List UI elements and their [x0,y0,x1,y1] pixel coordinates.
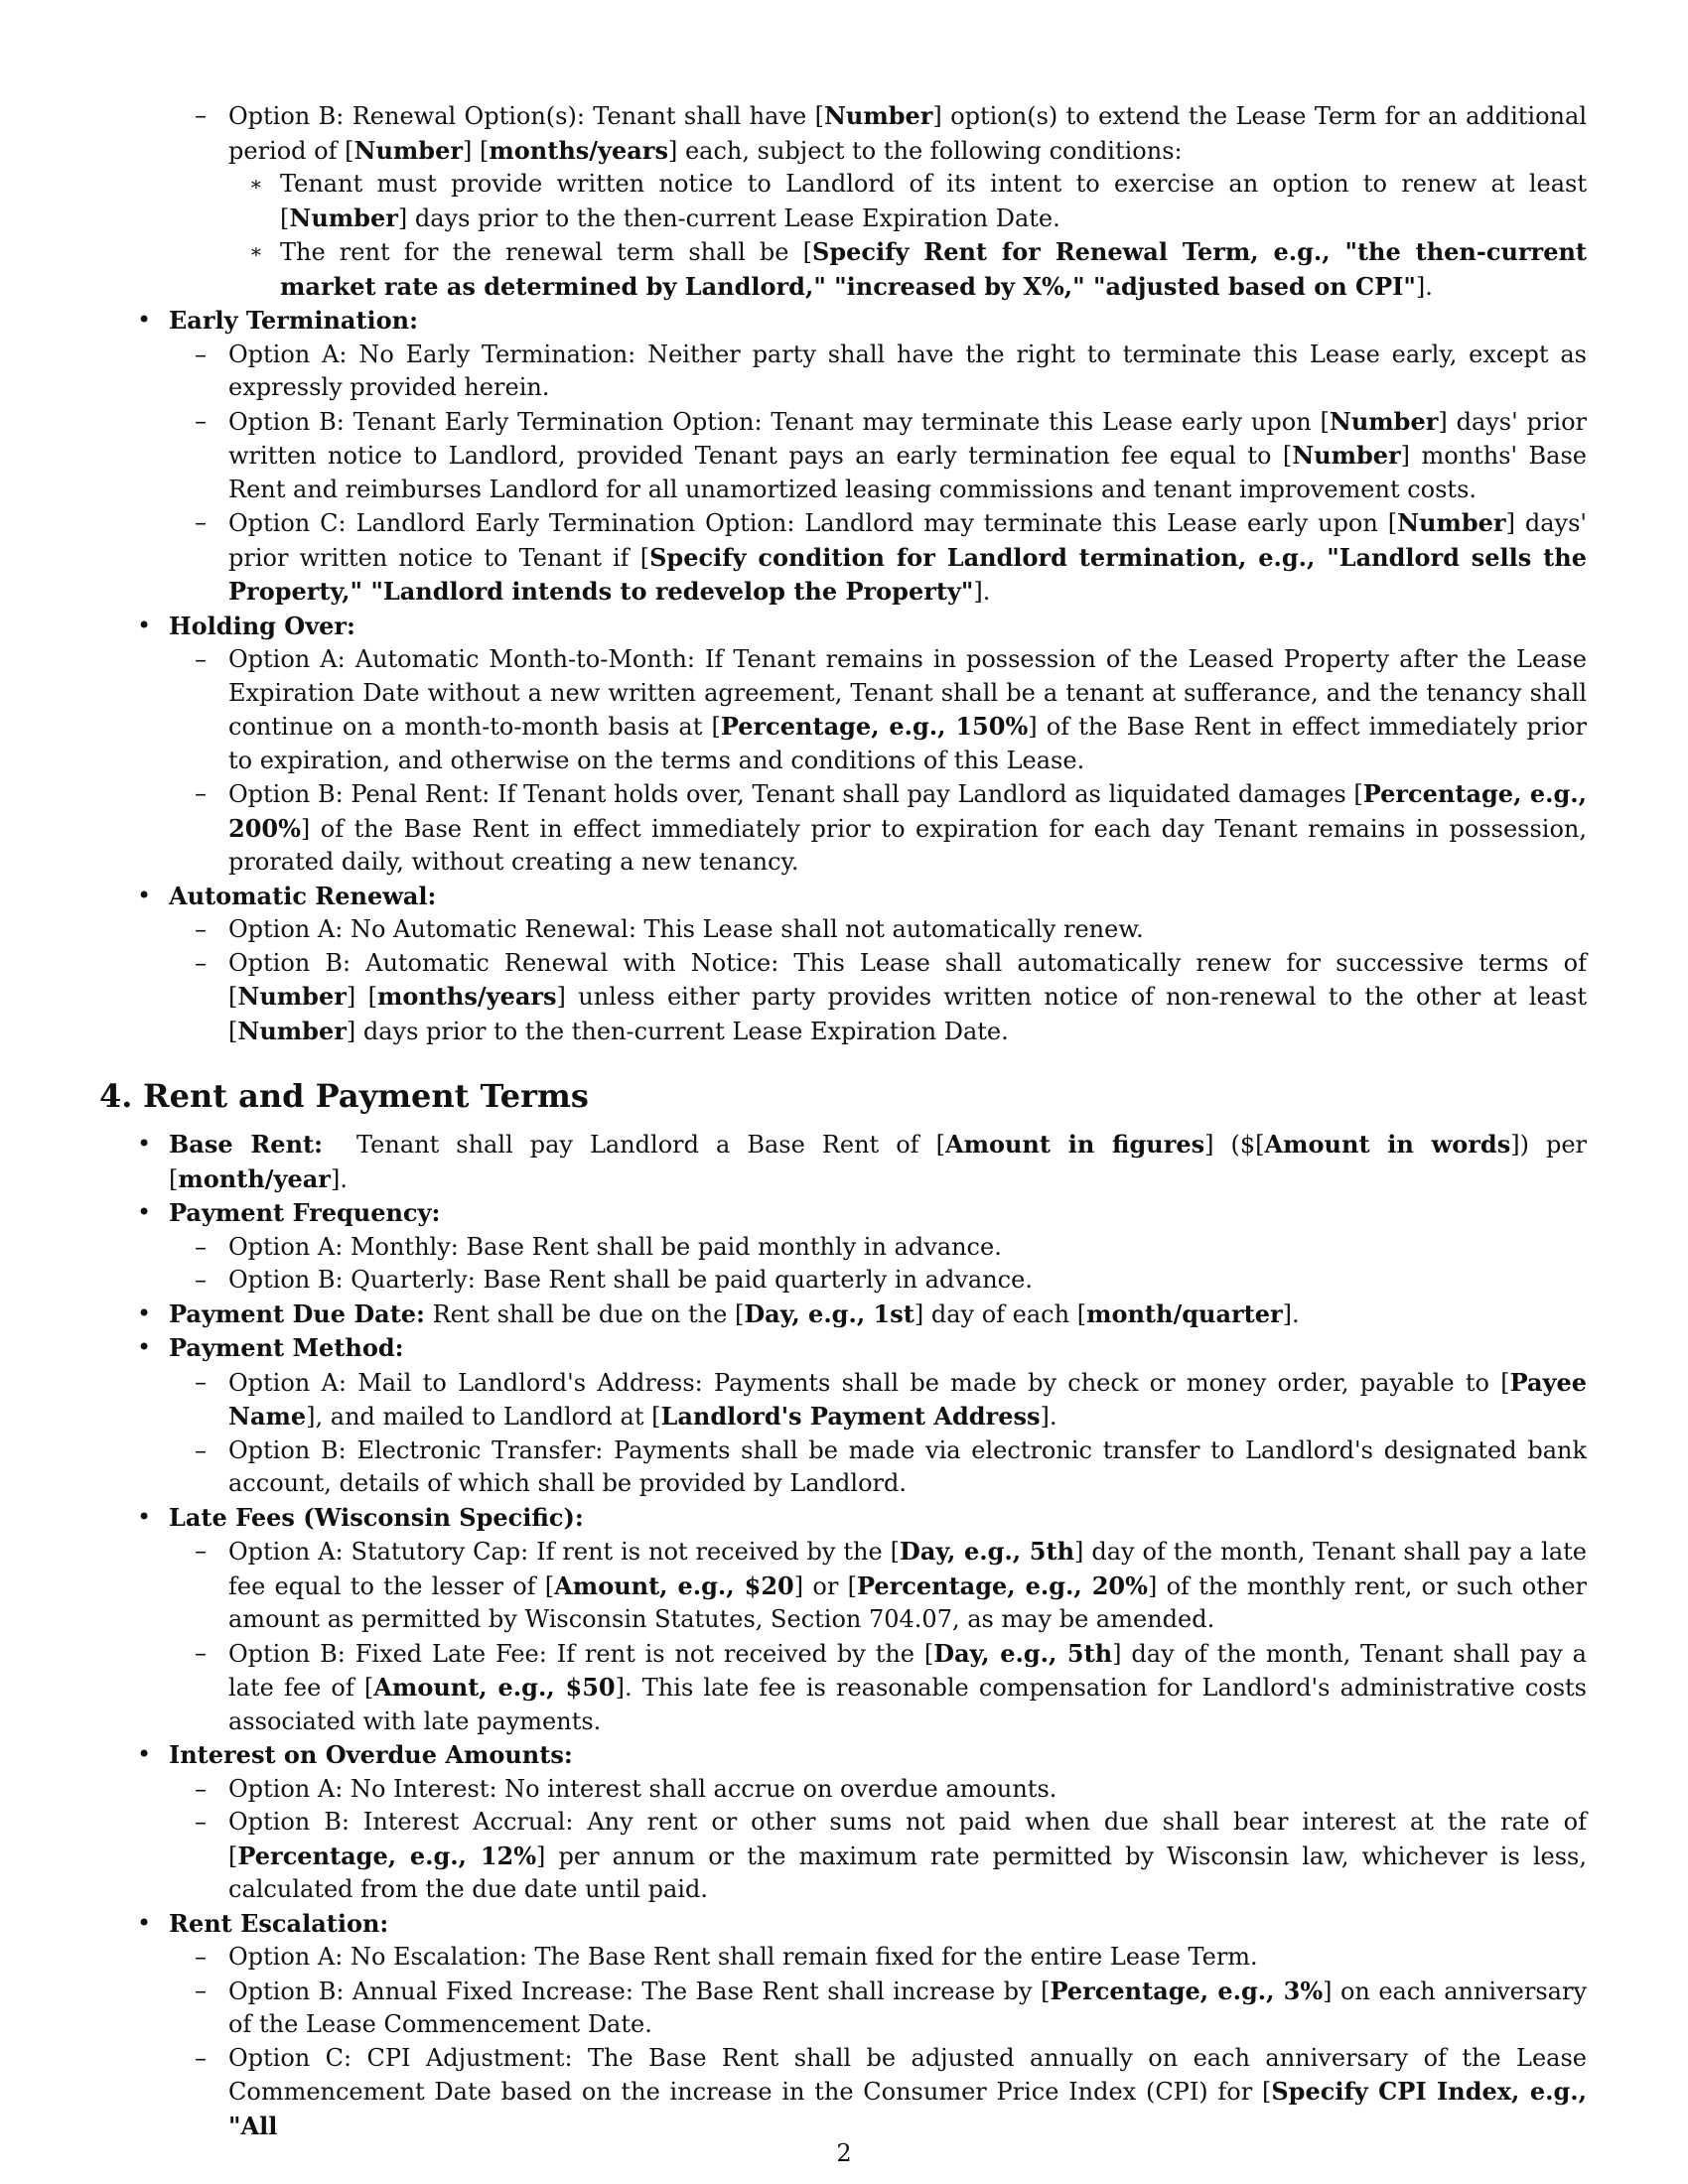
payment-method-option-b [99,1434,1587,1501]
early-termination-option-b [99,405,1587,507]
early-termination-item [99,304,1587,339]
bullet-marker: • [137,1130,152,1158]
interest-item [99,1738,1587,1773]
dash-marker: – [195,1367,207,1396]
rent-escalation-option-c [99,2042,1587,2144]
renewal-condition-notice [99,168,1587,235]
early-termination-label: Early Termination: [169,306,418,335]
interest-option-b-text: Option B: Interest Accrual: Any rent or other sums not paid when due shall bear interest at the rate of [Percentage, e.g., 12%] per annum or the maximum rate permitted by Wisconsin law, whichever is less, calculated from the due date until paid. [228,1808,1587,1903]
dash-marker: – [195,1638,207,1667]
continued-list [99,99,1587,1048]
renewal-condition-notice-text: Tenant must provide written notice to Landlord of its intent to exercise an option to renew at least [Number] days prior to the then-current Lease Expiration Date. [280,170,1587,232]
payment-due-date-text: Rent shall be due on the [Day, e.g., 1st] day of each [month/quarter]. [432,1298,1300,1328]
bullet-marker: • [137,611,152,639]
base-rent-text: Tenant shall pay Landlord a Base Rent of [Amount in figures] ($[Amount in words]) per [month/year]. [169,1130,1587,1193]
late-fees-option-b-text: Option B: Fixed Late Fee: If rent is not received by the [Day, e.g., 5th] day of the month, Tenant shall pay a late fee of [Amount, e.g., $50]. This late fee is reasonable compensation for Landlord's administrative costs associated with late payments. [228,1638,1588,1735]
dash-marker: – [195,1774,207,1803]
bullet-marker: • [137,306,152,334]
late-fees-option-b [99,1637,1587,1739]
automatic-renewal-option-a [99,913,1587,947]
interest-option-b [99,1806,1587,1907]
dash-marker: – [195,508,207,536]
page-number: 2 [836,2139,852,2167]
payment-frequency-item [99,1196,1587,1231]
payment-method-option-b-text: Option B: Electronic Transfer: Payments shall be made via electronic transfer to Landlord's designated bank account, details of which shall be provided by Landlord. [228,1435,1587,1497]
bullet-marker: • [137,1502,152,1531]
dash-marker: – [195,915,207,943]
payment-frequency-option-b [99,1264,1587,1297]
rent-escalation-option-b-text: Option B: Annual Fixed Increase: The Base Rent shall increase by [Percentage, e.g., 3%] on each anniversary of the Lease Commencement Date. [228,1976,1587,2038]
section-heading [99,1074,1587,1118]
holding-over-label: Holding Over: [169,611,355,640]
section-number: 4. [99,1077,133,1115]
page-content [99,99,1587,2143]
dash-marker: – [195,1808,207,1836]
payment-method-option-a-text: Option A: Mail to Landlord's Address: Payments shall be made by check or money order, payable to [Payee Name], and mailed to Landlord at [Landlord's Payment Address]. [228,1367,1587,1431]
holding-over-option-b [99,777,1587,880]
payment-method-label: Payment Method: [169,1333,404,1362]
automatic-renewal-option-a-text: Option A: No Automatic Renewal: This Lease shall not automatically renew. [228,915,1144,943]
base-rent-label: Base Rent: [169,1130,323,1159]
dash-marker: – [195,1435,207,1464]
payment-method-item [99,1331,1587,1366]
payment-method-option-a [99,1366,1587,1434]
early-termination-option-b-text: Option B: Tenant Early Termination Option: Tenant may terminate this Lease early upon [Number] days' prior written notice to Landlord, provided Tenant pays an early termination fee equal to [Number] months' Base Rent and reimburses Landlord for all unamortized leasing commissions and tenant improvement costs. [228,406,1587,503]
dash-marker: – [195,779,207,807]
rent-escalation-option-c-text: Option C: CPI Adjustment: The Base Rent shall be adjusted annually on each anniversary of the Lease Commencement Date based on the increase in the Consumer Price Index (CPI) for [Specify CPI Index, e.g., "All [228,2043,1587,2140]
payment-frequency-option-a [99,1231,1587,1265]
dash-marker: – [195,645,207,673]
holding-over-option-a-text: Option A: Automatic Month-to-Month: If Tenant remains in possession of the Leased Property after the Lease Expiration Date without a new written agreement, Tenant shall be a tenant at sufferance, and the tenancy shall continue on a month-to-month basis at [Percentage, e.g., 150%] of the Base Rent in effect immediately prior to expiration, and otherwise on the terms and conditions of this Lease. [228,645,1587,774]
section-title: Rent and Payment Terms [143,1077,589,1115]
dash-marker: – [195,2043,207,2072]
payment-due-date-item [99,1297,1587,1332]
rent-terms-list [99,1128,1587,2143]
renewal-option-b [99,99,1587,168]
renewal-option-b-text: Option B: Renewal Option(s): Tenant shall have [Number] option(s) to extend the Lease Term for an additional period of [Number] [months/years] each, subject to the following conditions: [228,101,1587,165]
dash-marker: – [195,340,207,368]
bullet-marker: • [137,1298,152,1327]
late-fees-item [99,1501,1587,1536]
late-fees-option-a [99,1535,1587,1637]
base-rent-item [99,1128,1587,1196]
bullet-marker: • [137,1198,152,1226]
dash-marker: – [195,1976,207,2004]
rent-escalation-item [99,1907,1587,1942]
early-termination-option-a [99,339,1587,405]
automatic-renewal-label: Automatic Renewal: [169,881,437,910]
dash-marker: – [195,1266,207,1294]
bullet-marker: • [137,1740,152,1768]
early-termination-option-c [99,506,1587,610]
asterisk-marker: ∗ [249,172,263,196]
interest-label: Interest on Overdue Amounts: [169,1740,573,1769]
early-termination-option-a-text: Option A: No Early Termination: Neither party shall have the right to terminate this Lease early, except as expressly provided herein. [228,340,1587,401]
automatic-renewal-option-b-text: Option B: Automatic Renewal with Notice: This Lease shall automatically renew for successive terms of [Number] [months/years] unless either party provides written notice of non-renewal to the other at least [Number] days prior to the then-current Lease Expiration Date. [228,948,1587,1045]
bullet-marker: • [137,1333,152,1361]
asterisk-marker: ∗ [249,239,263,263]
payment-frequency-label: Payment Frequency: [169,1198,441,1227]
payment-frequency-option-b-text: Option B: Quarterly: Base Rent shall be paid quarterly in advance. [228,1266,1033,1294]
late-fees-label: Late Fees (Wisconsin Specific): [169,1502,584,1532]
interest-option-a [99,1773,1587,1807]
dash-marker: – [195,948,207,977]
rent-escalation-option-b [99,1975,1587,2042]
dash-marker: – [195,1537,207,1565]
bullet-marker: • [137,1908,152,1937]
holding-over-item [99,610,1587,644]
rent-escalation-option-a-text: Option A: No Escalation: The Base Rent shall remain fixed for the entire Lease Term. [228,1943,1258,1971]
bullet-marker: • [137,881,152,909]
early-termination-option-c-text: Option C: Landlord Early Termination Option: Landlord may terminate this Lease early upon [Number] days' prior written notice to Tenant if [Specify condition for Landlord termination, e.g., "Landlord sells the Property," "Landlord intends to redevelop the Property"]. [228,508,1588,606]
renewal-condition-rent-text: The rent for the renewal term shall be [Specify Rent for Renewal Term, e.g., "the then-current market rate as determined by Landlord," "increased by X%," "adjusted based on CPI"]. [280,237,1587,301]
automatic-renewal-item [99,880,1587,914]
late-fees-option-a-text: Option A: Statutory Cap: If rent is not received by the [Day, e.g., 5th] day of the month, Tenant shall pay a late fee equal to the lesser of [Amount, e.g., $20] or [Percentage, e.g., 20%] of the monthly rent, or such other amount as permitted by Wisconsin Statutes, Section 704.07, as may be amended. [228,1537,1588,1633]
renewal-condition-rent [99,235,1587,304]
payment-due-date-label: Payment Due Date: [169,1298,425,1328]
payment-frequency-option-a-text: Option A: Monthly: Base Rent shall be paid monthly in advance. [228,1232,1002,1261]
dash-marker: – [195,101,207,129]
rent-escalation-label: Rent Escalation: [169,1908,389,1938]
interest-option-a-text: Option A: No Interest: No interest shall accrue on overdue amounts. [228,1774,1057,1803]
dash-marker: – [195,406,207,435]
dash-marker: – [195,1943,207,1971]
dash-marker: – [195,1232,207,1261]
rent-escalation-option-a [99,1941,1587,1975]
automatic-renewal-option-b [99,947,1587,1049]
holding-over-option-b-text: Option B: Penal Rent: If Tenant holds over, Tenant shall pay Landlord as liquidated damages [Percentage, e.g., 200%] of the Base Rent in effect immediately prior to expiration for each day Tenant remains in possession, prorated daily, without creating a new tenancy. [228,779,1587,876]
holding-over-option-a [99,643,1587,777]
